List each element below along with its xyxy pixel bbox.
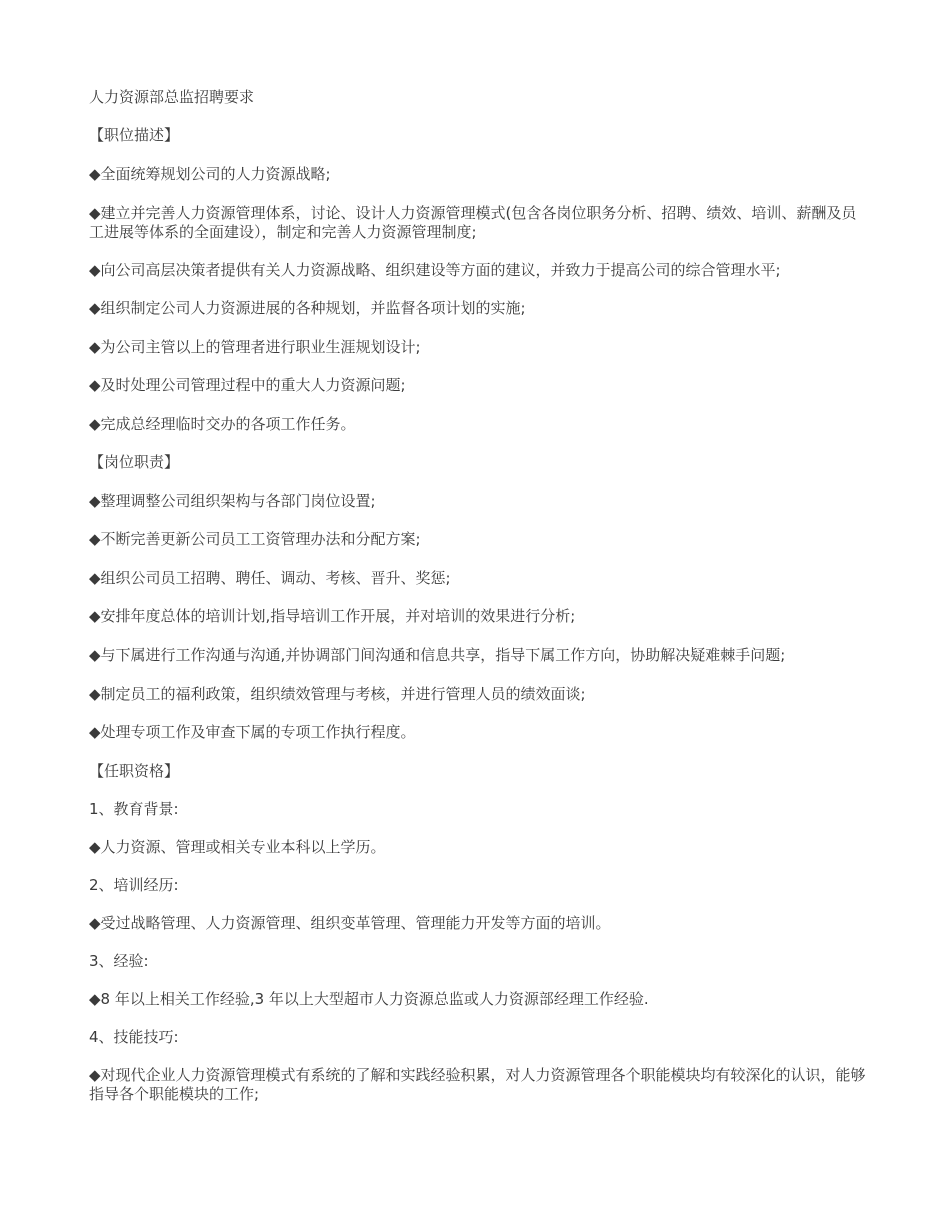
job-description-item: ◆向公司高层决策者提供有关人力资源战略、组织建设等方面的建议，并致力于提高公司的综合管理水平; bbox=[89, 261, 781, 279]
job-description-item: ◆全面统筹规划公司的人力资源战略; bbox=[89, 165, 331, 183]
responsibility-item: ◆组织公司员工招聘、聘任、调动、考核、晋升、奖惩; bbox=[89, 569, 451, 587]
job-description-item: ◆建立并完善人力资源管理体系，讨论、设计人力资源管理模式(包含各岗位职务分析、招聘、绩效、培训、薪酬及员工进展等体系的全面建设），制定和完善人力资源管理制度; bbox=[89, 204, 857, 241]
qualification-heading-training: 2、培训经历: bbox=[89, 876, 179, 894]
job-description-item: ◆组织制定公司人力资源进展的各种规划，并监督各项计划的实施; bbox=[89, 299, 526, 317]
responsibility-item: ◆与下属进行工作沟通与沟通,并协调部门间沟通和信息共享，指导下属工作方向，协助解决疑难棘手问题; bbox=[89, 646, 786, 664]
qualification-item-education: ◆人力资源、管理或相关专业本科以上学历。 bbox=[89, 838, 386, 856]
section-heading-qualifications: 【任职资格】 bbox=[89, 762, 180, 780]
document-title: 人力资源部总监招聘要求 bbox=[89, 88, 255, 106]
responsibility-item: ◆不断完善更新公司员工工资管理办法和分配方案; bbox=[89, 530, 421, 548]
responsibility-item: ◆处理专项工作及审查下属的专项工作执行程度。 bbox=[89, 723, 416, 741]
responsibility-item: ◆安排年度总体的培训计划,指导培训工作开展，并对培训的效果进行分析; bbox=[89, 607, 576, 625]
qualification-heading-education: 1、教育背景: bbox=[89, 800, 179, 818]
responsibility-item: ◆制定员工的福利政策，组织绩效管理与考核，并进行管理人员的绩效面谈; bbox=[89, 685, 586, 703]
job-description-item: ◆为公司主管以上的管理者进行职业生涯规划设计; bbox=[89, 338, 421, 356]
qualification-item-training: ◆受过战略管理、人力资源管理、组织变革管理、管理能力开发等方面的培训。 bbox=[89, 914, 611, 932]
qualification-item-skills: ◆对现代企业人力资源管理模式有系统的了解和实践经验积累，对人力资源管理各个职能模块均有较深化的认识，能够指导各个职能模块的工作; bbox=[89, 1066, 866, 1103]
job-description-item: ◆完成总经理临时交办的各项工作任务。 bbox=[89, 415, 356, 433]
section-heading-responsibilities: 【岗位职责】 bbox=[89, 453, 180, 471]
section-heading-job-description: 【职位描述】 bbox=[89, 126, 180, 144]
qualification-heading-experience: 3、经验: bbox=[89, 952, 149, 970]
qualification-item-experience: ◆8 年以上相关工作经验,3 年以上大型超市人力资源总监或人力资源部经理工作经验. bbox=[89, 990, 649, 1008]
job-description-item: ◆及时处理公司管理过程中的重大人力资源问题; bbox=[89, 376, 406, 394]
qualification-heading-skills: 4、技能技巧: bbox=[89, 1028, 179, 1046]
responsibility-item: ◆整理调整公司组织架构与各部门岗位设置; bbox=[89, 492, 376, 510]
